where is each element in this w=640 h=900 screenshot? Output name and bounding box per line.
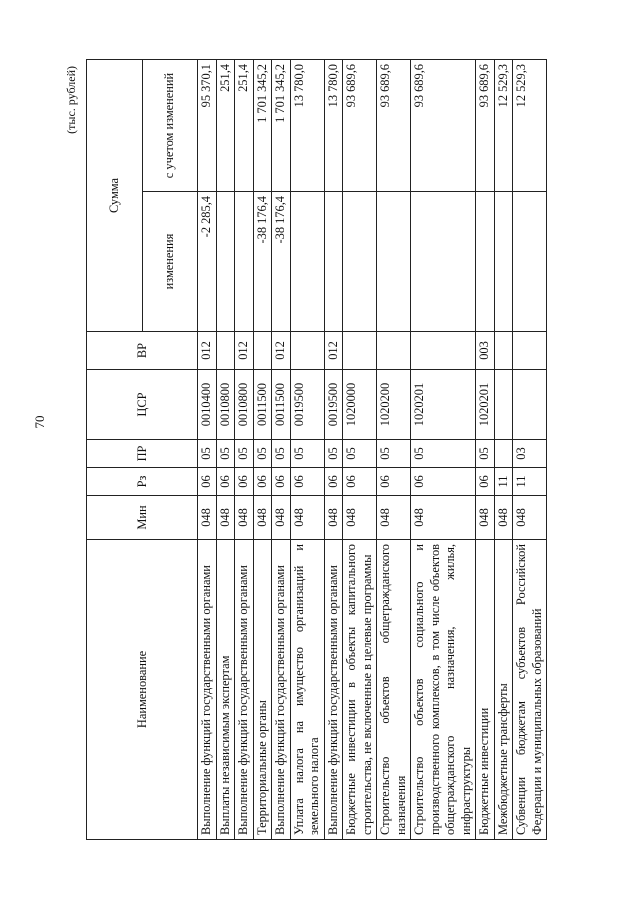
row-changes xyxy=(411,192,476,332)
row-total: 1 701 345,2 xyxy=(272,60,291,192)
row-min: 048 xyxy=(198,496,217,540)
table-row xyxy=(216,60,235,840)
row-name: Уплата налога на имущество организаций и земельного налога xyxy=(290,540,324,840)
row-name: Выполнение функций государственными органами xyxy=(272,540,291,840)
row-name: Бюджетные инвестиции в объекты капитального строительства, не включенные в целевые программы xyxy=(343,540,377,840)
header-rz: Рз xyxy=(87,468,198,496)
table-row xyxy=(377,60,411,840)
row-pr: 05 xyxy=(290,440,324,468)
row-rz: 06 xyxy=(343,468,377,496)
row-changes xyxy=(494,192,513,332)
row-name: Субвенции бюджетам субъектов Российской Федерации и муниципальных образований xyxy=(513,540,547,840)
row-name: Межбюджетные трансферты xyxy=(494,540,513,840)
row-total: 13 780,0 xyxy=(324,60,343,192)
row-csr: 0019500 xyxy=(324,370,343,440)
row-vr xyxy=(377,332,411,370)
row-changes xyxy=(216,192,235,332)
row-pr: 05 xyxy=(198,440,217,468)
row-min: 048 xyxy=(476,496,495,540)
row-total: 13 780,0 xyxy=(290,60,324,192)
header-vr: ВР xyxy=(87,332,198,370)
table-row xyxy=(411,60,476,840)
row-name: Бюджетные инвестиции xyxy=(476,540,495,840)
row-vr xyxy=(494,332,513,370)
row-pr: 05 xyxy=(377,440,411,468)
row-csr: 1020200 xyxy=(377,370,411,440)
row-csr xyxy=(494,370,513,440)
row-total: 251,4 xyxy=(235,60,254,192)
row-changes xyxy=(343,192,377,332)
header-changes: изменения xyxy=(142,192,198,332)
row-name: Выполнение функций государственными органами xyxy=(235,540,254,840)
table-row xyxy=(235,60,254,840)
row-vr xyxy=(253,332,272,370)
header-with-changes: с учетом изменений xyxy=(142,60,198,192)
row-vr xyxy=(290,332,324,370)
row-csr: 0019500 xyxy=(290,370,324,440)
table-row xyxy=(513,60,547,840)
row-rz: 06 xyxy=(235,468,254,496)
row-rz: 06 xyxy=(272,468,291,496)
row-vr: 012 xyxy=(272,332,291,370)
row-min: 048 xyxy=(272,496,291,540)
table-row xyxy=(476,60,495,840)
row-changes: -38 176,4 xyxy=(272,192,291,332)
row-vr xyxy=(513,332,547,370)
row-min: 048 xyxy=(253,496,272,540)
table-row xyxy=(272,60,291,840)
row-changes xyxy=(290,192,324,332)
row-changes: -38 176,4 xyxy=(253,192,272,332)
row-rz: 06 xyxy=(216,468,235,496)
row-csr: 1020201 xyxy=(476,370,495,440)
row-rz: 06 xyxy=(324,468,343,496)
row-changes: -2 285,4 xyxy=(198,192,217,332)
row-total: 1 701 345,2 xyxy=(253,60,272,192)
row-csr: 0011500 xyxy=(272,370,291,440)
row-pr: 03 xyxy=(513,440,547,468)
row-pr: 05 xyxy=(476,440,495,468)
header-name: Наименование xyxy=(87,540,198,840)
row-pr: 05 xyxy=(324,440,343,468)
row-changes xyxy=(476,192,495,332)
row-name: Территориальные органы xyxy=(253,540,272,840)
row-csr xyxy=(513,370,547,440)
row-rz: 06 xyxy=(290,468,324,496)
table-row xyxy=(324,60,343,840)
row-name: Выполнение функций государственными органами xyxy=(324,540,343,840)
row-changes xyxy=(377,192,411,332)
header-csr: ЦСР xyxy=(87,370,198,440)
row-changes xyxy=(324,192,343,332)
row-min: 048 xyxy=(494,496,513,540)
row-total: 93 689,6 xyxy=(476,60,495,192)
row-pr: 05 xyxy=(235,440,254,468)
row-vr: 003 xyxy=(476,332,495,370)
row-total: 12 529,3 xyxy=(513,60,547,192)
row-vr xyxy=(216,332,235,370)
units-label: (тыс. рублей) xyxy=(64,66,78,134)
row-total: 95 370,1 xyxy=(198,60,217,192)
table-row xyxy=(253,60,272,840)
rotated-page-content xyxy=(60,60,620,840)
header-sum: Сумма xyxy=(87,60,143,332)
row-vr: 012 xyxy=(198,332,217,370)
row-min: 048 xyxy=(235,496,254,540)
row-pr: 05 xyxy=(216,440,235,468)
table-body xyxy=(198,60,547,840)
row-min: 048 xyxy=(216,496,235,540)
row-name: Выплаты независимым экспертам xyxy=(216,540,235,840)
row-total: 12 529,3 xyxy=(494,60,513,192)
row-vr: 012 xyxy=(235,332,254,370)
row-csr: 1020000 xyxy=(343,370,377,440)
row-min: 048 xyxy=(377,496,411,540)
budget-table xyxy=(86,59,547,840)
row-csr: 0011500 xyxy=(253,370,272,440)
row-csr: 0010400 xyxy=(198,370,217,440)
row-pr: 05 xyxy=(411,440,476,468)
table-row xyxy=(494,60,513,840)
row-rz: 06 xyxy=(377,468,411,496)
row-csr: 1020201 xyxy=(411,370,476,440)
row-total: 93 689,6 xyxy=(377,60,411,192)
row-total: 251,4 xyxy=(216,60,235,192)
row-rz: 06 xyxy=(411,468,476,496)
page-number: 70 xyxy=(32,415,47,429)
row-rz: 06 xyxy=(253,468,272,496)
row-csr: 0010800 xyxy=(216,370,235,440)
row-csr: 0010800 xyxy=(235,370,254,440)
row-vr xyxy=(343,332,377,370)
row-changes xyxy=(235,192,254,332)
row-rz: 06 xyxy=(198,468,217,496)
row-rz: 11 xyxy=(494,468,513,496)
row-pr: 05 xyxy=(272,440,291,468)
row-vr xyxy=(411,332,476,370)
row-name: Выполнение функций государственными органами xyxy=(198,540,217,840)
row-rz: 06 xyxy=(476,468,495,496)
row-min: 048 xyxy=(513,496,547,540)
row-vr: 012 xyxy=(324,332,343,370)
row-total: 93 689,6 xyxy=(343,60,377,192)
row-min: 048 xyxy=(411,496,476,540)
row-total: 93 689,6 xyxy=(411,60,476,192)
row-changes xyxy=(513,192,547,332)
row-pr: 05 xyxy=(253,440,272,468)
table-row xyxy=(198,60,217,840)
header-pr: ПР xyxy=(87,440,198,468)
row-min: 048 xyxy=(290,496,324,540)
table-row xyxy=(343,60,377,840)
row-pr xyxy=(494,440,513,468)
row-name: Строительство объектов социального и производственного комплексов, в том числе объектов общегражданского назначения, жилья, инфраструктуры xyxy=(411,540,476,840)
header-min: Мин xyxy=(87,496,198,540)
row-rz: 11 xyxy=(513,468,547,496)
row-name: Строительство объектов общегражданского назначения xyxy=(377,540,411,840)
row-pr: 05 xyxy=(343,440,377,468)
row-min: 048 xyxy=(343,496,377,540)
row-min: 048 xyxy=(324,496,343,540)
table-row xyxy=(290,60,324,840)
